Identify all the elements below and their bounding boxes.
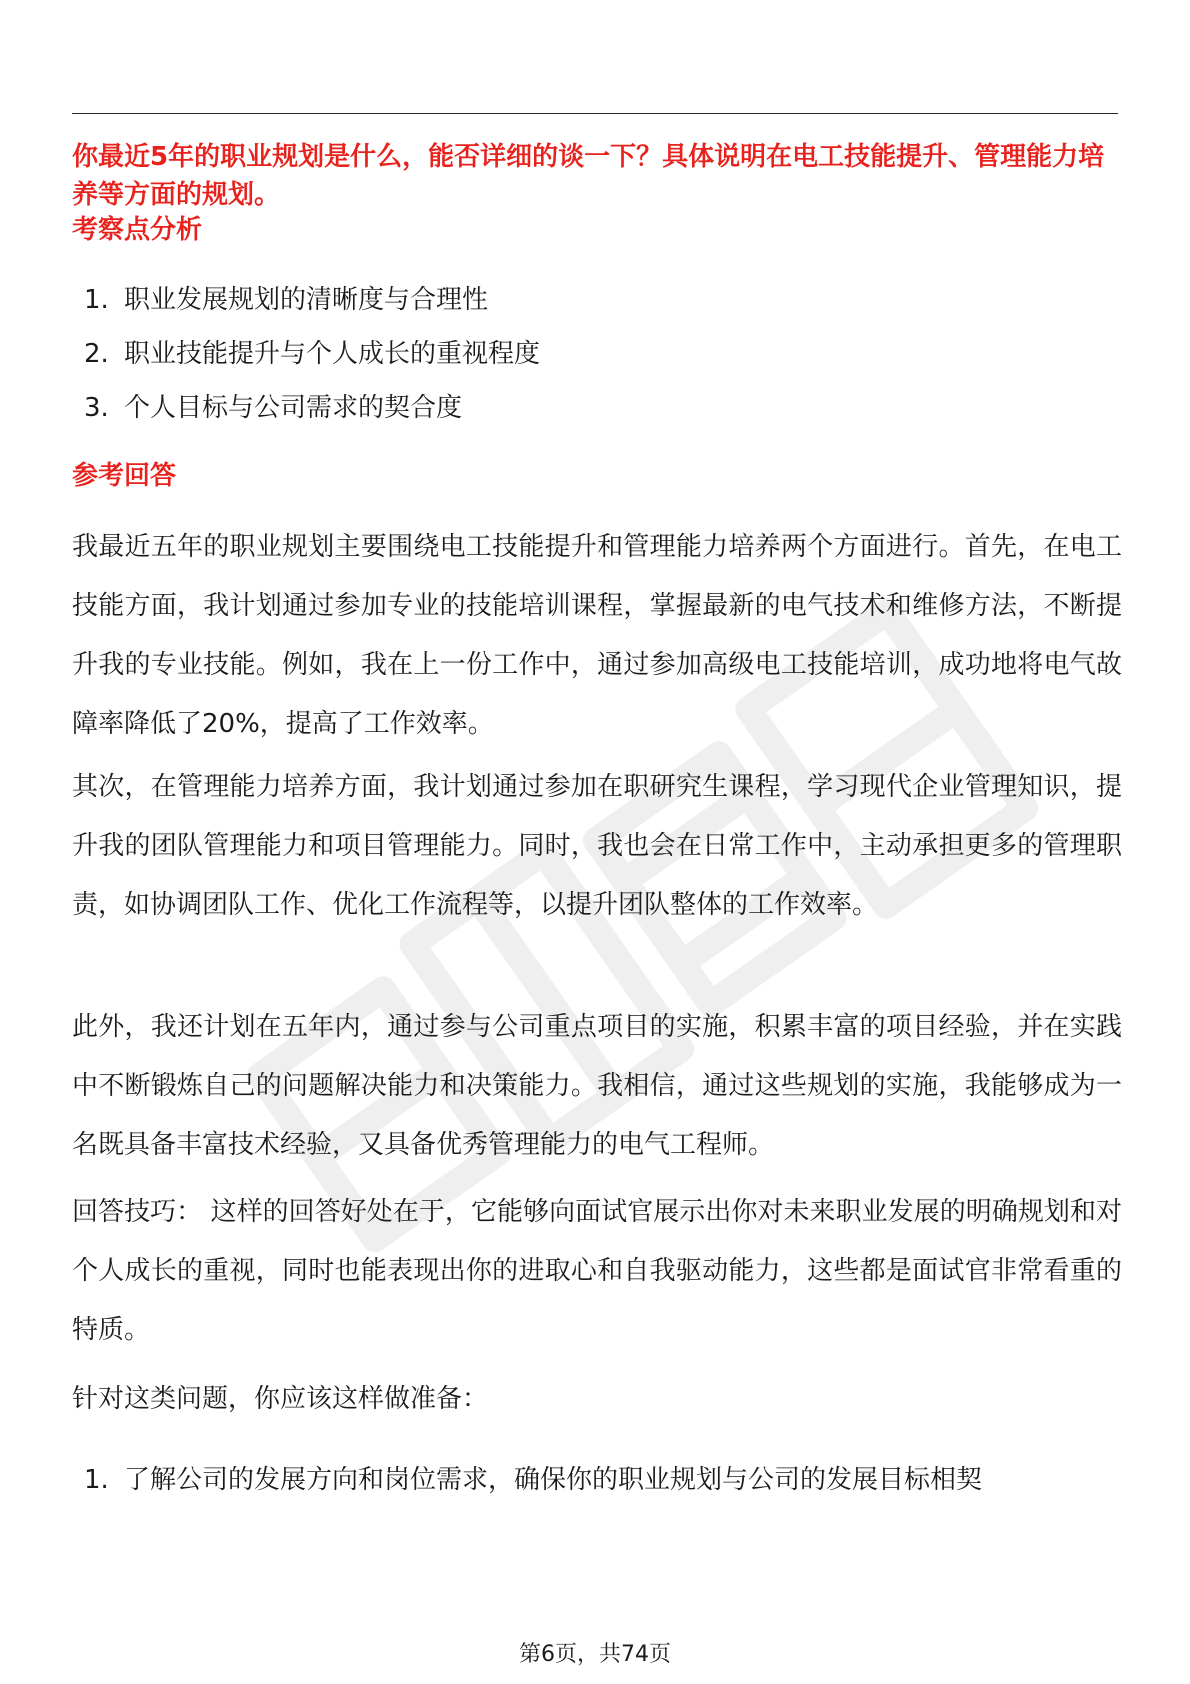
list-item [84, 336, 540, 372]
answer-paragraph: 其次，在管理能力培养方面，我计划通过参加在职研究生课程，学习现代企业管理知识，提升我的团队管理能力和项目管理能力。同时，我也会在日常工作中，主动承担更多的管理职责，如协调团队工作、优化工作流程等，以提升团队整体的工作效率。 [72, 772, 1122, 920]
list-item-number: 2. [84, 339, 109, 369]
top-divider [72, 113, 1118, 114]
list-item-text: 职业发展规划的清晰度与合理性 [124, 285, 489, 315]
question-title: 你最近5年的职业规划是什么，能否详细的谈一下？具体说明在电工技能提升、管理能力培养等方面的规划。 [72, 142, 1105, 210]
list-item [84, 390, 462, 426]
list-item [84, 1462, 982, 1498]
list-item-number: 1. [84, 285, 109, 315]
list-item-number: 3. [84, 393, 109, 423]
answer-paragraph: 此外，我还计划在五年内，通过参与公司重点项目的实施，积累丰富的项目经验，并在实践中不断锻炼自己的问题解决能力和决策能力。我相信，通过这些规划的实施，我能够成为一名既具备丰富技术经验，又具备优秀管理能力的电气工程师。 [72, 1012, 1122, 1160]
list-item-text: 职业技能提升与个人成长的重视程度 [124, 339, 541, 369]
list-item-number: 1. [84, 1465, 109, 1495]
page-number-footer: 第6页，共74页 [519, 1642, 671, 1667]
analysis-heading: 考察点分析 [72, 215, 203, 245]
answer-heading: 参考回答 [72, 461, 177, 491]
answer-paragraph: 我最近五年的职业规划主要围绕电工技能提升和管理能力培养两个方面进行。首先，在电工技能方面，我计划通过参加专业的技能培训课程，掌握最新的电气技术和维修方法，不断提升我的专业技能。例如，我在上一份工作中，通过参加高级电工技能培训，成功地将电气故障率降低了20%，提高了工作效率。 [72, 532, 1122, 739]
list-item [84, 282, 488, 318]
answer-tips-paragraph: 回答技巧： 这样的回答好处在于，它能够向面试官展示出你对未来职业发展的明确规划和对个人成长的重视，同时也能表现出你的进取心和自我驱动能力，这些都是面试官非常看重的特质。 [72, 1197, 1122, 1345]
prep-intro: 针对这类问题，你应该这样做准备： [72, 1384, 489, 1414]
list-item-text: 了解公司的发展方向和岗位需求，确保你的职业规划与公司的发展目标相契 [124, 1465, 983, 1495]
list-item-text: 个人目标与公司需求的契合度 [124, 393, 463, 423]
